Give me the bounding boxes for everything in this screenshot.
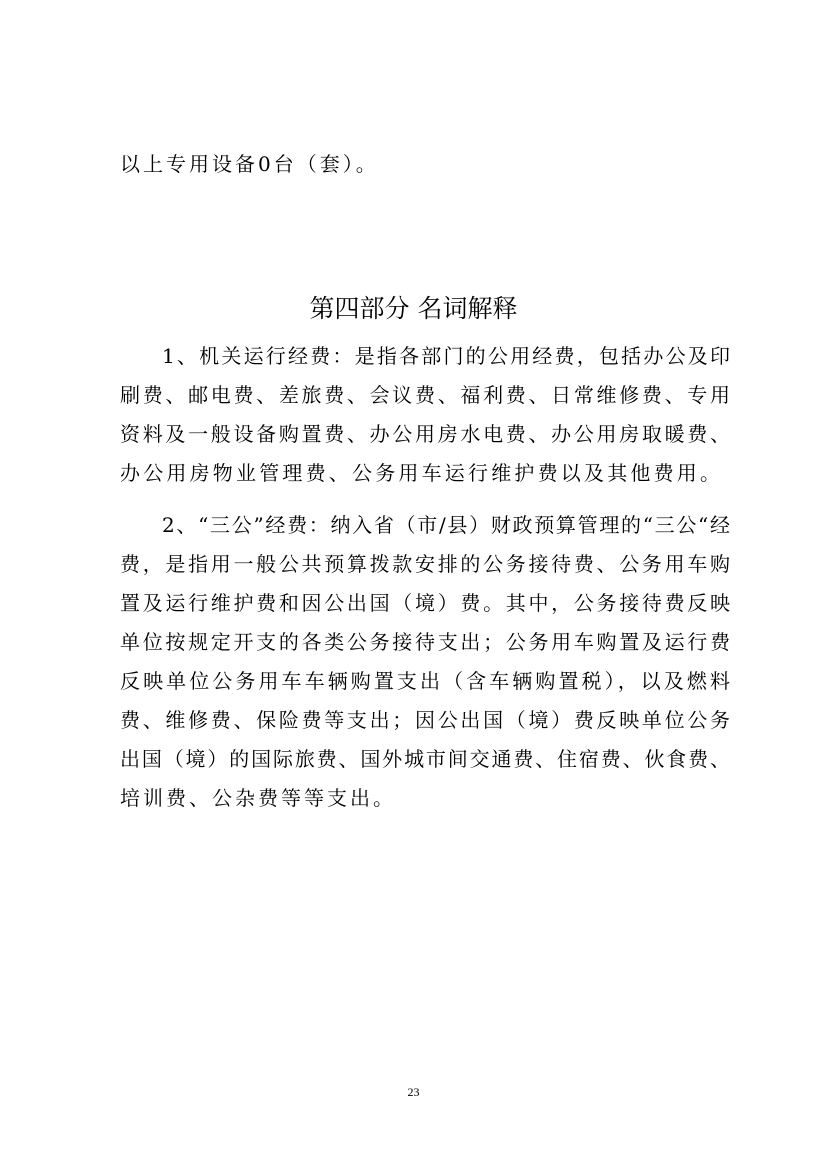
paragraph-line: 费，是指用一般公共预算拨款安排的公务接待费、公务用车购 <box>120 552 730 576</box>
paragraph-line: 培训费、公杂费等等支出。 <box>120 786 396 810</box>
section-title: 第四部分 名词解释 <box>309 294 518 323</box>
paragraph-line: 费、维修费、保险费等支出；因公出国（境）费反映单位公务 <box>120 708 730 732</box>
paragraph-line: 资料及一般设备购置费、办公用房水电费、办公用房取暖费、 <box>120 422 730 446</box>
paragraph-line: 1、机关运行经费：是指各部门的公用经费，包括办公及印 <box>162 344 730 368</box>
equipment-count-paragraph: 以上专用设备0台（套）。 <box>120 152 379 176</box>
page-number: 23 <box>407 1085 420 1099</box>
paragraph-line: 出国（境）的国际旅费、国外城市间交通费、住宿费、伙食费、 <box>120 747 730 771</box>
paragraph-line: 2、“三公”经费：纳入省（市/县）财政预算管理的“三公“经 <box>162 513 730 537</box>
paragraph-line: 单位按规定开支的各类公务接待支出；公务用车购置及运行费 <box>120 630 730 654</box>
paragraph-line: 刷费、邮电费、差旅费、会议费、福利费、日常维修费、专用 <box>120 383 730 407</box>
paragraph-line: 置及运行维护费和因公出国（境）费。其中，公务接待费反映 <box>120 591 730 615</box>
paragraph-line: 反映单位公务用车车辆购置支出（含车辆购置税），以及燃料 <box>120 669 730 693</box>
paragraph-line: 办公用房物业管理费、公务用车运行维护费以及其他费用。 <box>120 461 724 485</box>
